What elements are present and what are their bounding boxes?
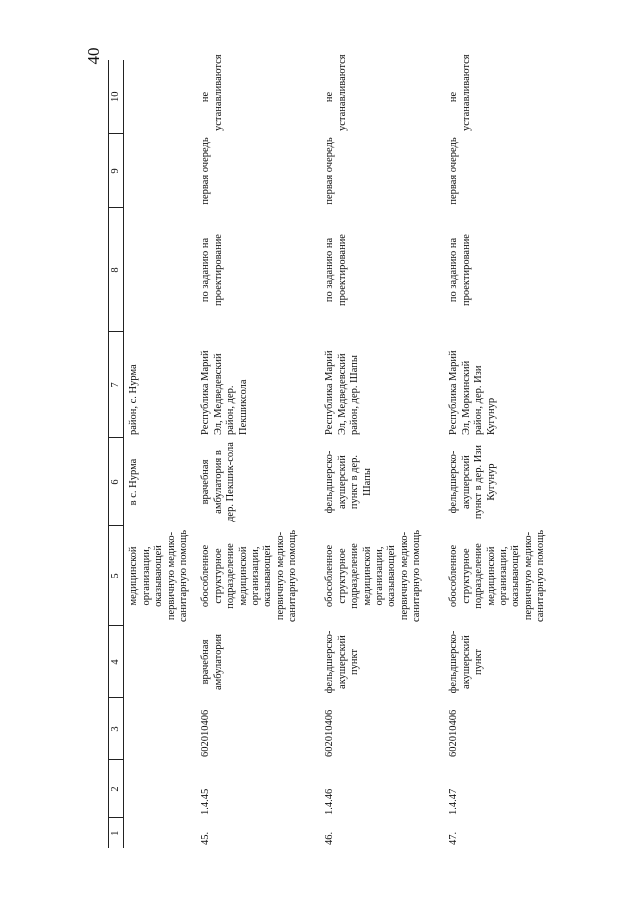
name-cell: фельдшерско-акушерский пункт в дер. Шапы [324, 450, 373, 514]
location-cell: Республика Марий Эл, Моркинский район, дер. Изи Кугунур [448, 350, 497, 435]
table-row [320, 60, 444, 848]
row-number-cell: 47. [448, 831, 460, 845]
purpose-cell: медицинской организации, оказывающей первичную медико-санитарную помощь [128, 529, 189, 623]
code-cell: 1.4.45 [200, 788, 212, 815]
zones-cell: не устанавливаются [324, 54, 348, 131]
capacity-cell: по заданию на проектирование [324, 234, 348, 306]
column-number-row [109, 60, 124, 848]
purpose-cell: обособленное структурное подразделение медицинской организации, оказывающей первичную медико-санитарную помощь [448, 529, 546, 623]
page-number: 40 [84, 47, 103, 65]
table-row [196, 60, 320, 848]
column-number: 10 [109, 60, 124, 134]
stage-cell: первая очередь [448, 137, 460, 205]
name-cell: врачебная амбулатория в дер. Пекшик-сола [200, 442, 237, 522]
row-number-cell: 45. [200, 831, 212, 845]
type-cell: фельдшерско-акушерский пункт [448, 630, 485, 694]
column-number: 9 [109, 134, 124, 208]
continuation-row [124, 60, 197, 848]
capacity-cell: по заданию на проектирование [448, 234, 472, 306]
table-row [444, 60, 568, 848]
location-cell: район, с. Нурма [128, 364, 140, 435]
code-cell: 1.4.47 [448, 788, 460, 815]
type-cell: фельдшерско-акушерский пункт [324, 630, 361, 694]
column-number: 7 [109, 332, 124, 438]
type-cell: врачебная амбулатория [200, 633, 224, 691]
column-number: 4 [109, 626, 124, 698]
column-number: 6 [109, 438, 124, 526]
capacity-cell: по заданию на проектирование [200, 234, 224, 306]
column-number: 3 [109, 698, 124, 760]
zones-cell: не устанавливаются [448, 54, 472, 131]
name-cell: фельдшерско-акушерский пункт в дер. Изи Кугунур [448, 444, 497, 520]
column-number: 2 [109, 760, 124, 818]
row-number-cell: 46. [324, 831, 336, 845]
purpose-cell: обособленное структурное подразделение медицинской организации, оказывающей первичную медико-санитарную помощь [200, 529, 298, 623]
classifier-cell: 602010406 [324, 709, 336, 757]
stage-cell: первая очередь [324, 137, 336, 205]
stage-cell: первая очередь [200, 137, 212, 205]
classifier-cell: 602010406 [448, 709, 460, 757]
column-number: 5 [109, 526, 124, 626]
location-cell: Республика Марий Эл, Медведевский район, дер. Шапы [324, 350, 361, 435]
purpose-cell: обособленное структурное подразделение медицинской организации, оказывающей первичную медико-санитарную помощь [324, 529, 422, 623]
zones-cell: не устанавливаются [200, 54, 224, 131]
code-cell: 1.4.46 [324, 788, 336, 815]
rotated-table-page [108, 54, 546, 848]
location-cell: Республика Марий Эл, Медведевский район, дер. Пекшиксола [200, 350, 249, 435]
column-number: 8 [109, 208, 124, 332]
column-number: 1 [109, 818, 124, 848]
facilities-table [108, 54, 568, 848]
classifier-cell: 602010406 [200, 709, 212, 757]
name-cell: в с. Нурма [128, 458, 140, 506]
